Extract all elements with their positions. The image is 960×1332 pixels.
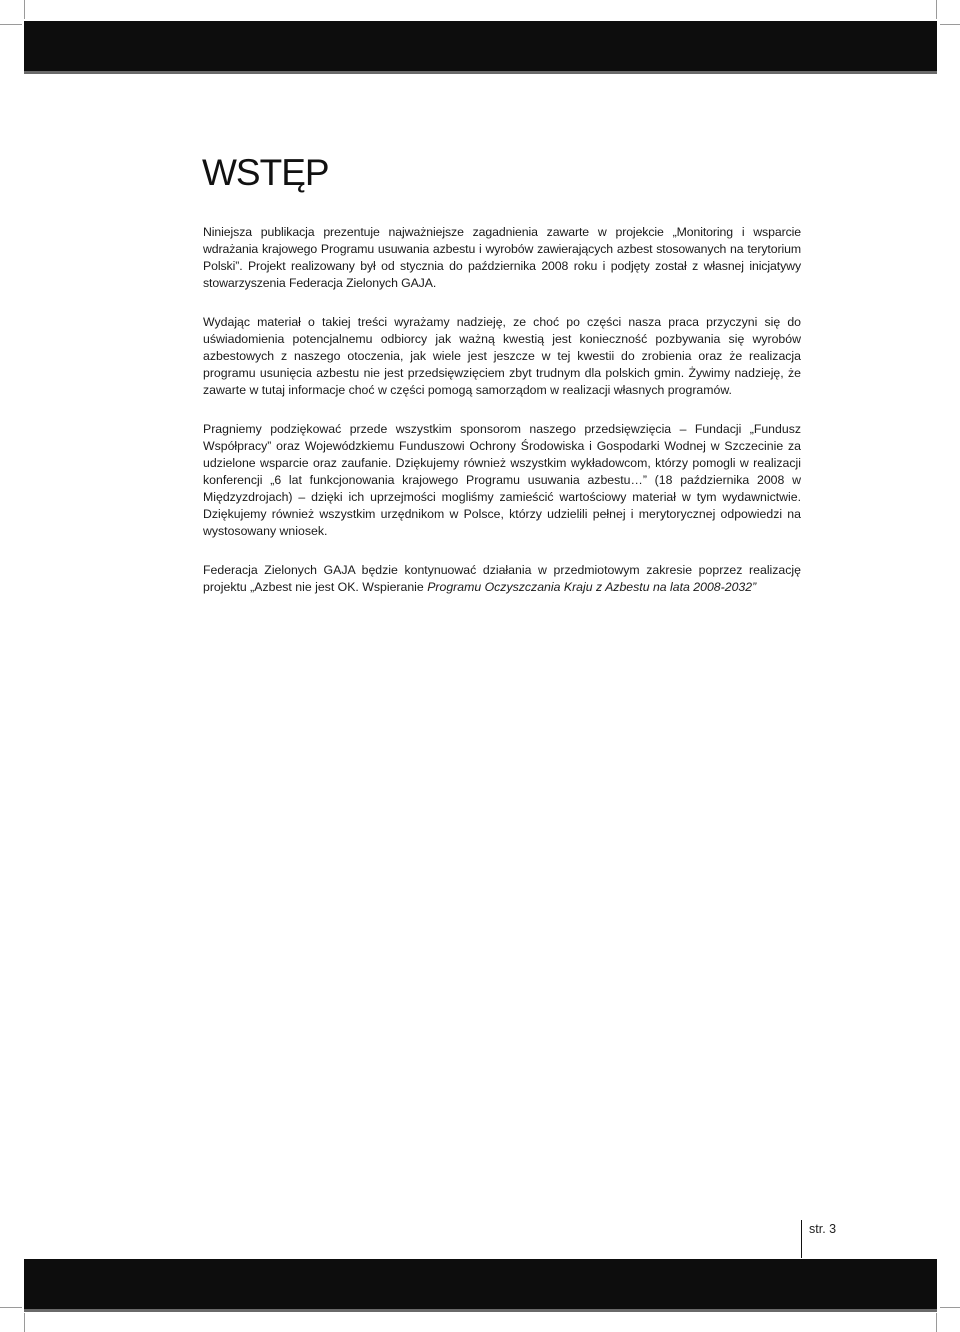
crop-mark-bottom-right-v xyxy=(936,1313,937,1332)
paragraph-thanks: Pragniemy podziękować przede wszystkim sponsorom naszego przedsięwzięcia – Fundacji „Fundusz Współpracy” oraz Wojewódzkiemu Funduszowi Ochrony Środowiska i Gospodarki Wodnej w Szczecinie za udzielone wsparcie oraz zaufanie. Dziękujemy również wszystkim wykładowcom, którzy pomogli w realizacji konferencji „6 lat funkcjonowania krajowego Programu usuwania azbestu…” (18 października 2008 w Międzyzdrojach) – dzięki ich uprzejmości mogliśmy zamieścić wartościowy materiał w tym wydawnictwie. Dziękujemy również wszystkim urzędnikom w Polsce, którzy udzielili pełnej i merytorycznej odpowiedzi na wystosowany wniosek. xyxy=(203,422,801,538)
paragraph-hope: Wydając materiał o takiej treści wyrażamy nadzieję, ze choć po części nasza praca przyczyni się do uświadomienia potencjalnemu odbiorcy jak ważną kwestią jest konieczność pozbywania się wyrobów azbestowych z naszego otoczenia, jak wiele jest jeszcze w tej kwestii do zrobienia oraz że realizacja programu usunięcia azbestu nie jest przedsięwzięciem zbyt trudnym dla polskich gmin. Żywimy nadzieję, że zawarte w tutaj informacje choć w części pomogą samorządom w realizacji własnych programów. xyxy=(203,315,801,397)
page-number-rule xyxy=(801,1220,802,1258)
body-text xyxy=(203,224,801,618)
crop-mark-top-left-h xyxy=(0,24,22,25)
paragraph-intro: Niniejsza publikacja prezentuje najważniejsze zagadnienia zawarte w projekcie „Monitoring i wsparcie wdrażania krajowego Programu usuwania azbestu i wyrobów zawierających azbest stosowanych na terytorium Polski”. Projekt realizowany był od stycznia do października 2008 roku i podjęty został z własnej inicjatywy stowarzyszenia Federacja Zielonych GAJA. xyxy=(203,225,801,290)
crop-mark-top-left-v xyxy=(24,0,25,19)
footer-bar xyxy=(24,1259,937,1309)
page-number: str. 3 xyxy=(809,1222,837,1236)
crop-mark-top-right-v xyxy=(936,0,937,19)
header-bar xyxy=(24,21,937,71)
crop-mark-top-right-h xyxy=(940,24,960,25)
paragraph-continuation xyxy=(203,562,801,596)
program-name: Programu Oczyszczania Kraju z Azbestu na lata 2008-2032” xyxy=(427,580,757,594)
paragraph-continuation-text: Federacja Zielonych GAJA będzie kontynuować działania w przedmiotowym zakresie poprzez realizację projektu „Azbest nie jest OK. Wspieranie xyxy=(203,563,801,594)
crop-mark-bottom-left-h xyxy=(0,1307,22,1308)
page-title: WSTĘP xyxy=(202,152,329,193)
crop-mark-bottom-left-v xyxy=(24,1313,25,1332)
crop-mark-bottom-right-h xyxy=(940,1307,960,1308)
